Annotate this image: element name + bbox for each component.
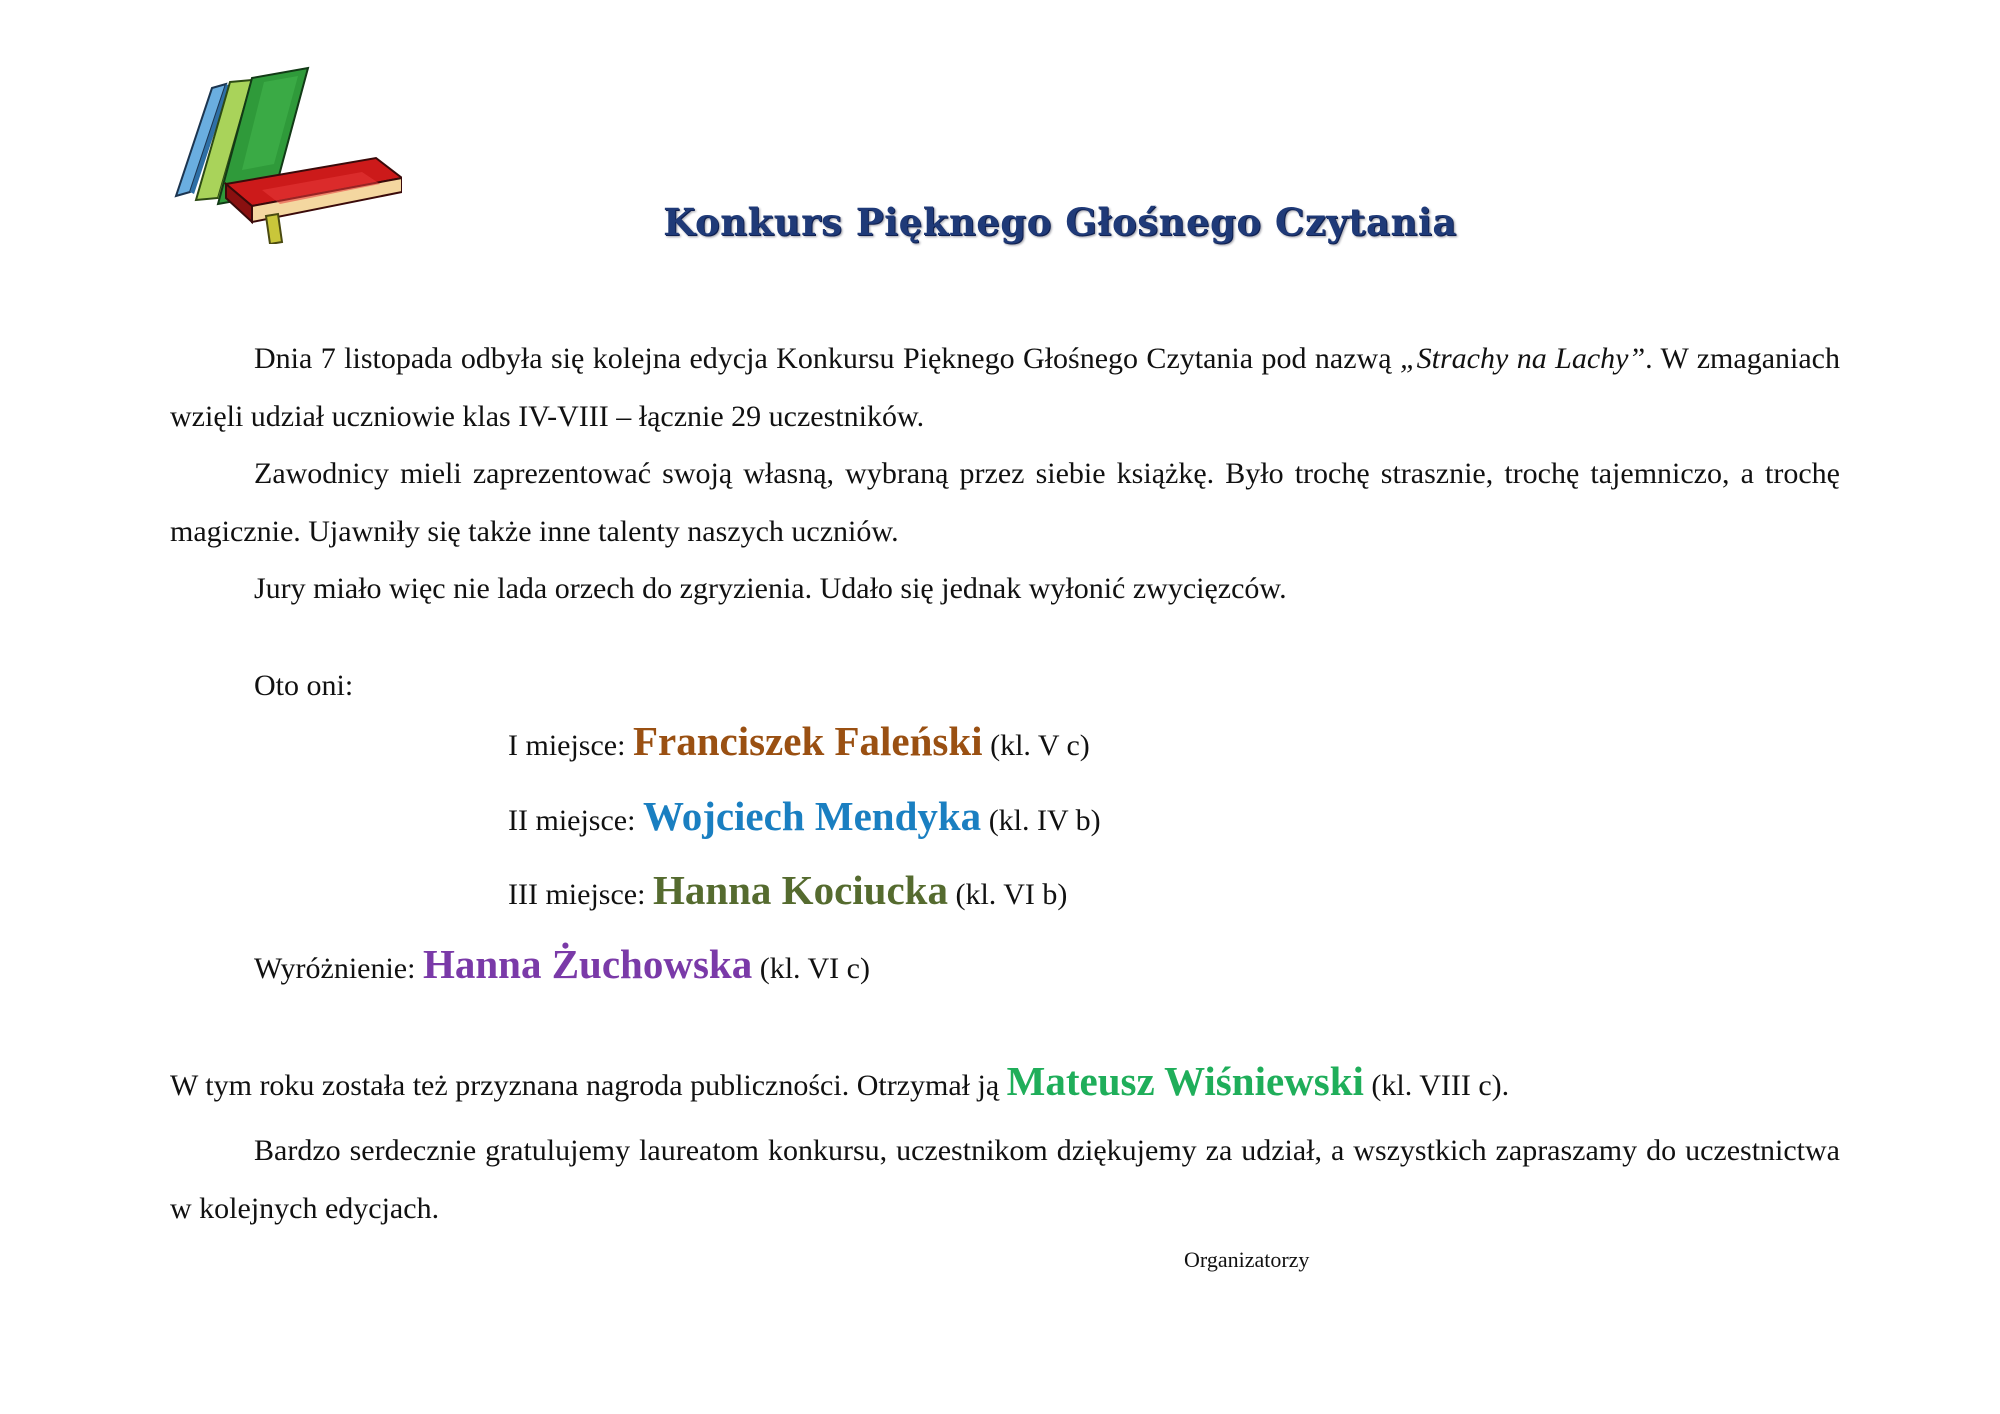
intro-text: Dnia 7 listopada odbyła się kolejna edycja Konkursu Pięknego Głośnego Czytania pod nazwą: [254, 342, 1400, 375]
intro-paragraph: [170, 330, 1840, 446]
closing-paragraph: [170, 1122, 1840, 1238]
audience-winner-name: Mateusz Wiśniewski: [1006, 1058, 1364, 1104]
contest-name: „Strachy na Lachy”: [1399, 342, 1646, 375]
audience-award-paragraph: [170, 1057, 1509, 1105]
intro-text-end: . W zmaganiach wzięli udział uczniowie klas IV-VIII – łącznie 29 uczestników.: [170, 342, 1840, 433]
audience-winner-class: (kl. VIII c).: [1363, 1069, 1510, 1102]
winner-name: Hanna Żuchowska: [422, 941, 753, 987]
winners-intro: Oto oni:: [254, 669, 354, 702]
winner-name: Franciszek Faleński: [632, 718, 983, 764]
audience-text: W tym roku została też przyznana nagroda publiczności. Otrzymał ją: [170, 1069, 1007, 1102]
winner-class: (kl. VI b): [947, 878, 1068, 911]
distinction: [254, 940, 870, 988]
jury-paragraph: [170, 560, 1840, 618]
winner-name: Wojciech Mendyka: [642, 793, 982, 839]
signature: Organizatorzy: [1184, 1247, 1310, 1272]
winner-class: (kl. IV b): [981, 804, 1101, 837]
winner-class: (kl. VI c): [752, 952, 870, 985]
place-label: Wyróżnienie:: [254, 952, 423, 985]
first-place: [508, 717, 1090, 765]
jury-text: Jury miało więc nie lada orzech do zgryzienia. Udało się jednak wyłonić zwycięzców.: [254, 572, 1287, 605]
description-text: Zawodnicy mieli zaprezentować swoją własną, wybraną przez siebie książkę. Było trochę strasznie, trochę tajemniczo, a trochę magicznie. Ujawniły się także inne talenty naszych uczniów.: [170, 457, 1840, 548]
place-label: I miejsce:: [508, 729, 633, 762]
winner-name: Hanna Kociucka: [652, 867, 948, 913]
place-label: II miejsce:: [508, 804, 643, 837]
winner-class: (kl. V c): [982, 729, 1090, 762]
books-icon: [166, 66, 402, 244]
description-paragraph: [170, 445, 1840, 561]
place-label: III miejsce:: [508, 878, 653, 911]
document-title: Konkurs Pięknego Głośnego Czytania: [663, 200, 1457, 244]
third-place: [508, 866, 1067, 914]
second-place: [508, 792, 1101, 840]
closing-text: Bardzo serdecznie gratulujemy laureatom konkursu, uczestnikom dziękujemy za udział, a wszystkich zapraszamy do uczestnictwa w kolejnych edycjach.: [170, 1134, 1840, 1225]
